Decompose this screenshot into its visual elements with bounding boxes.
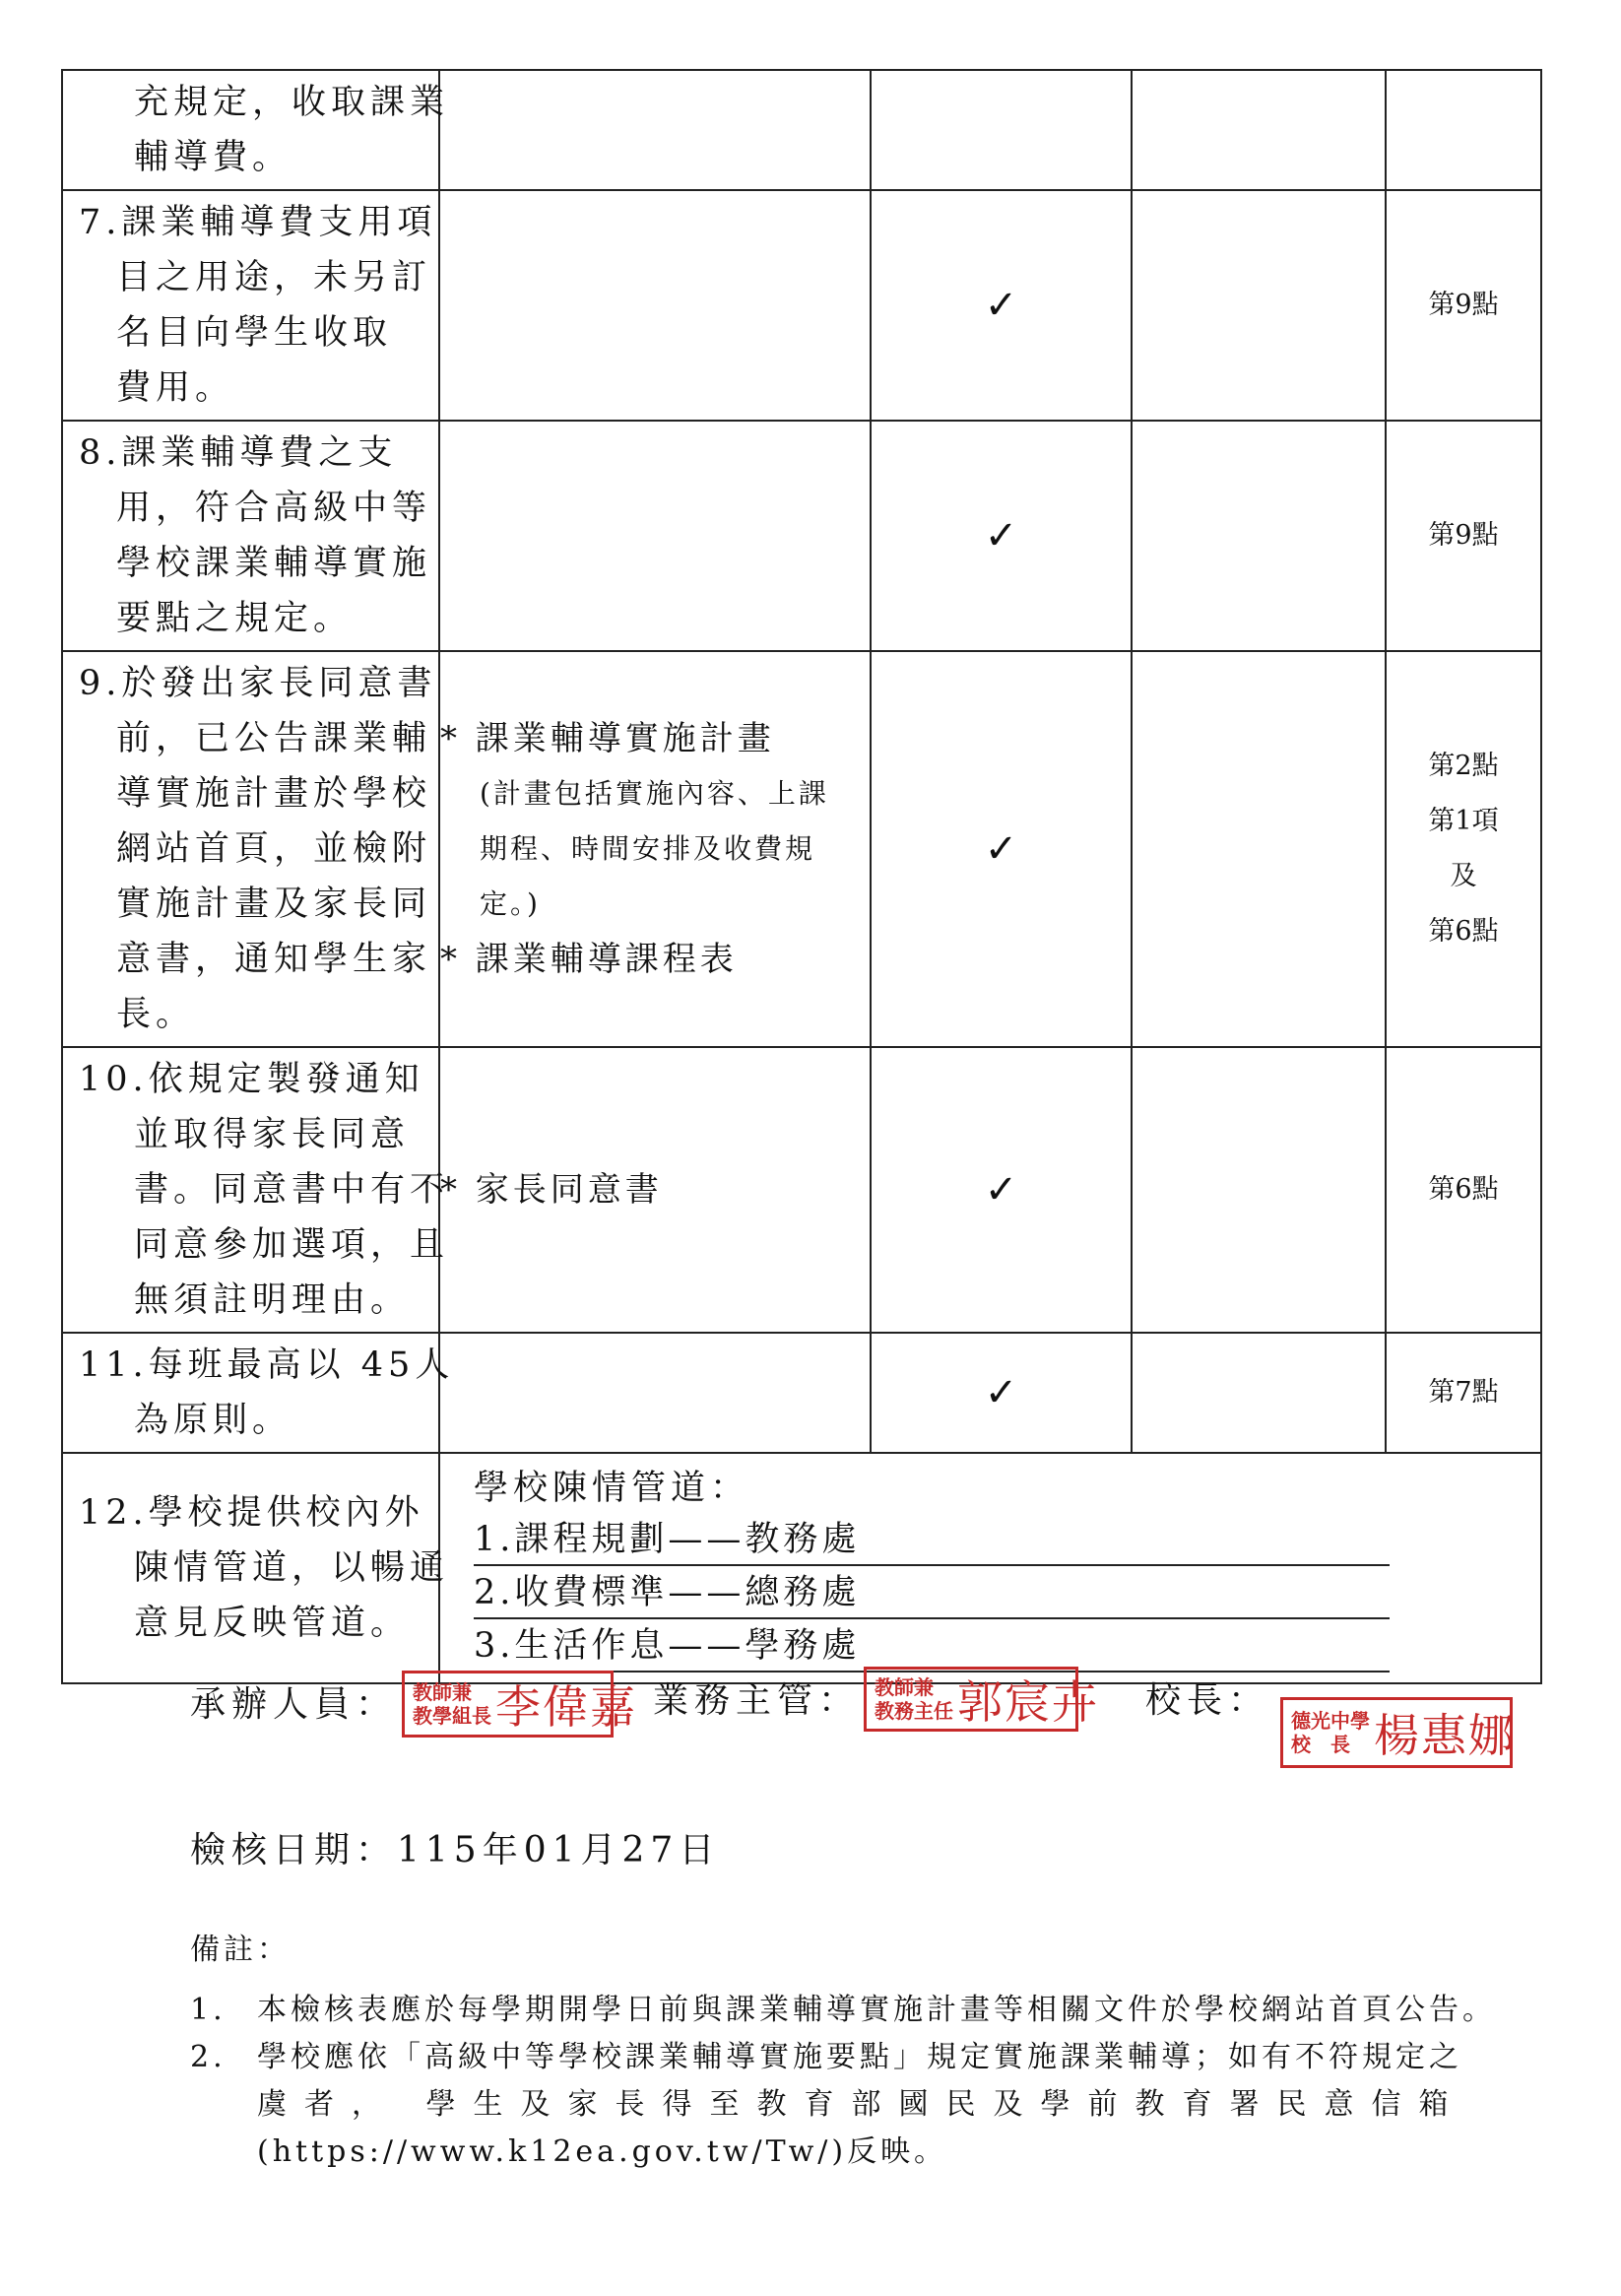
table-row <box>62 70 1541 190</box>
empty-cell <box>1132 421 1386 651</box>
check-mark-icon: ✓ <box>984 1370 1018 1415</box>
reference-cell <box>1386 1333 1541 1453</box>
complaint-channel: 2.收費標準——總務處 <box>474 1566 1390 1619</box>
documents-cell <box>439 1047 871 1333</box>
documents-cell <box>439 1333 871 1453</box>
checklist-table <box>61 69 1542 1684</box>
table-row <box>62 421 1541 651</box>
reference-cell <box>1386 1047 1541 1333</box>
item-line: 7.課業輔導費支用項 <box>79 203 437 242</box>
principal-label: 校長： <box>1145 1680 1270 1721</box>
check-cell <box>871 1333 1132 1453</box>
seal-name: 楊惠娜 <box>1374 1709 1516 1762</box>
review-date: 檢核日期：115年01月27日 <box>190 1830 721 1870</box>
seal-text: 教學組長 <box>413 1704 491 1728</box>
note-number: 2. <box>190 2040 227 2074</box>
empty-cell <box>1132 1333 1386 1453</box>
supervisor-label: 業務主管： <box>653 1680 861 1721</box>
item-line: 充規定，收取課業 <box>134 83 450 122</box>
reference-text: 第7點 <box>1428 1377 1499 1408</box>
table-row <box>62 651 1541 1047</box>
item-line: 學校課業輔導實施 <box>116 544 432 583</box>
seal-name: 李偉嘉 <box>495 1680 637 1734</box>
item-line: 實施計畫及家長同 <box>116 885 432 924</box>
table-row <box>62 1333 1541 1453</box>
item-line: 目之用途，未另訂 <box>116 258 432 297</box>
check-mark-icon: ✓ <box>984 513 1018 558</box>
item-line: 用，符合高級中等 <box>116 489 432 528</box>
empty-cell <box>1132 190 1386 421</box>
item-cell <box>62 70 450 190</box>
item-line: 書。同意書中有不 <box>134 1170 450 1210</box>
note-number: 1. <box>190 1993 227 2027</box>
complaint-channel: 3.生活作息——學務處 <box>474 1619 1390 1673</box>
note-text: 學校應依「高級中等學校課業輔導實施要點」規定實施課業輔導；如有不符規定之 <box>257 2040 1462 2074</box>
item-cell <box>62 1047 450 1333</box>
note-text: 虞者， 學生及家長得至教育部國民及學前教育署民意信箱 <box>257 2087 1466 2122</box>
empty-cell <box>1132 70 1386 190</box>
handler-label: 承辦人員： <box>190 1684 398 1725</box>
document-note: 定。) <box>480 887 541 920</box>
item-line: 無須註明理由。 <box>134 1280 411 1320</box>
document-item: * 課業輔導課程表 <box>440 940 738 979</box>
documents-cell <box>439 421 871 651</box>
reference-text: 及 <box>1450 861 1477 891</box>
item-line: 費用。 <box>116 368 235 408</box>
complaint-channel: 1.課程規劃——教務處 <box>474 1513 1390 1566</box>
item-cell <box>62 421 439 651</box>
reference-text: 第6點 <box>1428 1174 1499 1205</box>
documents-cell <box>439 70 871 190</box>
reference-text: 第9點 <box>1428 520 1499 551</box>
reference-text: 第9點 <box>1428 290 1499 320</box>
seal-text: 教務主任 <box>875 1699 953 1723</box>
table-row <box>62 1453 1541 1683</box>
complaint-channels-title: 學校陳情管道： <box>474 1469 750 1508</box>
item-cell <box>62 651 439 1047</box>
note-item <box>190 2034 1470 2176</box>
item-cell <box>62 190 439 421</box>
table-row <box>62 190 1541 421</box>
reference-cell <box>1386 70 1541 190</box>
item-line: 8.課業輔導費之支 <box>79 433 398 473</box>
document-item: * 課業輔導實施計畫 <box>440 719 775 758</box>
item-line: 陳情管道，以暢通 <box>134 1548 450 1588</box>
item-cell <box>62 1453 450 1683</box>
note-text: 本檢核表應於每學期開學日前與課業輔導實施計畫等相關文件於學校網站首頁公告。 <box>257 1993 1496 2027</box>
item-line: 9.於發出家長同意書 <box>79 664 437 703</box>
table-row <box>62 1047 1541 1333</box>
seal-text: 德光中學 <box>1291 1709 1370 1733</box>
item-line: 意見反映管道。 <box>134 1604 411 1643</box>
note-item <box>190 1987 1496 2034</box>
reference-text: 第1項 <box>1428 806 1499 836</box>
check-mark-icon: ✓ <box>984 283 1018 328</box>
empty-cell <box>1132 1047 1386 1333</box>
item-cell <box>62 1333 455 1453</box>
check-mark-icon: ✓ <box>984 826 1018 872</box>
seal-text: 教師兼 <box>413 1680 472 1704</box>
item-line: 導實施計畫於學校 <box>116 774 432 814</box>
document-note: 期程、時間安排及收費規 <box>480 832 816 865</box>
principal-seal <box>1280 1697 1516 1768</box>
check-cell <box>871 190 1132 421</box>
documents-cell <box>439 190 871 421</box>
reference-text: 第2點 <box>1428 751 1499 781</box>
documents-cell <box>439 651 871 1047</box>
handler-seal <box>402 1671 637 1738</box>
seal-text: 教師兼 <box>875 1675 934 1699</box>
item-line: 同意參加選項，且 <box>134 1225 450 1265</box>
supervisor-seal <box>864 1667 1099 1732</box>
item-line: 10.依規定製發通知 <box>79 1060 424 1099</box>
reference-cell <box>1386 421 1541 651</box>
document-item: * 家長同意書 <box>440 1170 663 1210</box>
item-line: 網站首頁，並檢附 <box>116 829 432 869</box>
item-line: 意書，通知學生家 <box>116 940 432 979</box>
item-line: 並取得家長同意 <box>134 1115 411 1154</box>
check-mark-icon: ✓ <box>984 1167 1018 1213</box>
seal-text: 校 長 <box>1291 1733 1350 1756</box>
empty-cell <box>1132 651 1386 1047</box>
signature-row <box>0 1665 1621 1773</box>
check-cell <box>871 1047 1132 1333</box>
seal-name: 郭宸卉 <box>957 1675 1099 1729</box>
notes-title: 備註： <box>190 1933 291 1967</box>
reference-cell <box>1386 651 1541 1047</box>
item-line: 前，已公告課業輔 <box>116 719 432 758</box>
item-line: 12.學校提供校內外 <box>79 1493 424 1533</box>
complaint-channels-cell <box>439 1453 1541 1683</box>
item-line: 11.每班最高以 45人 <box>79 1345 455 1385</box>
item-line: 長。 <box>116 995 196 1034</box>
notes-section <box>190 1926 1496 2176</box>
reference-cell <box>1386 190 1541 421</box>
item-line: 名目向學生收取 <box>116 313 393 353</box>
item-line: 要點之規定。 <box>116 599 354 638</box>
check-cell <box>871 70 1132 190</box>
document-note: (計畫包括實施內容、上課 <box>480 777 829 810</box>
item-line: 輔導費。 <box>134 138 292 177</box>
reference-text: 第6點 <box>1428 916 1499 947</box>
item-line: 為原則。 <box>134 1401 292 1440</box>
note-text: (https://www.k12ea.gov.tw/Tw/)反映。 <box>257 2134 948 2169</box>
check-cell <box>871 421 1132 651</box>
check-cell <box>871 651 1132 1047</box>
